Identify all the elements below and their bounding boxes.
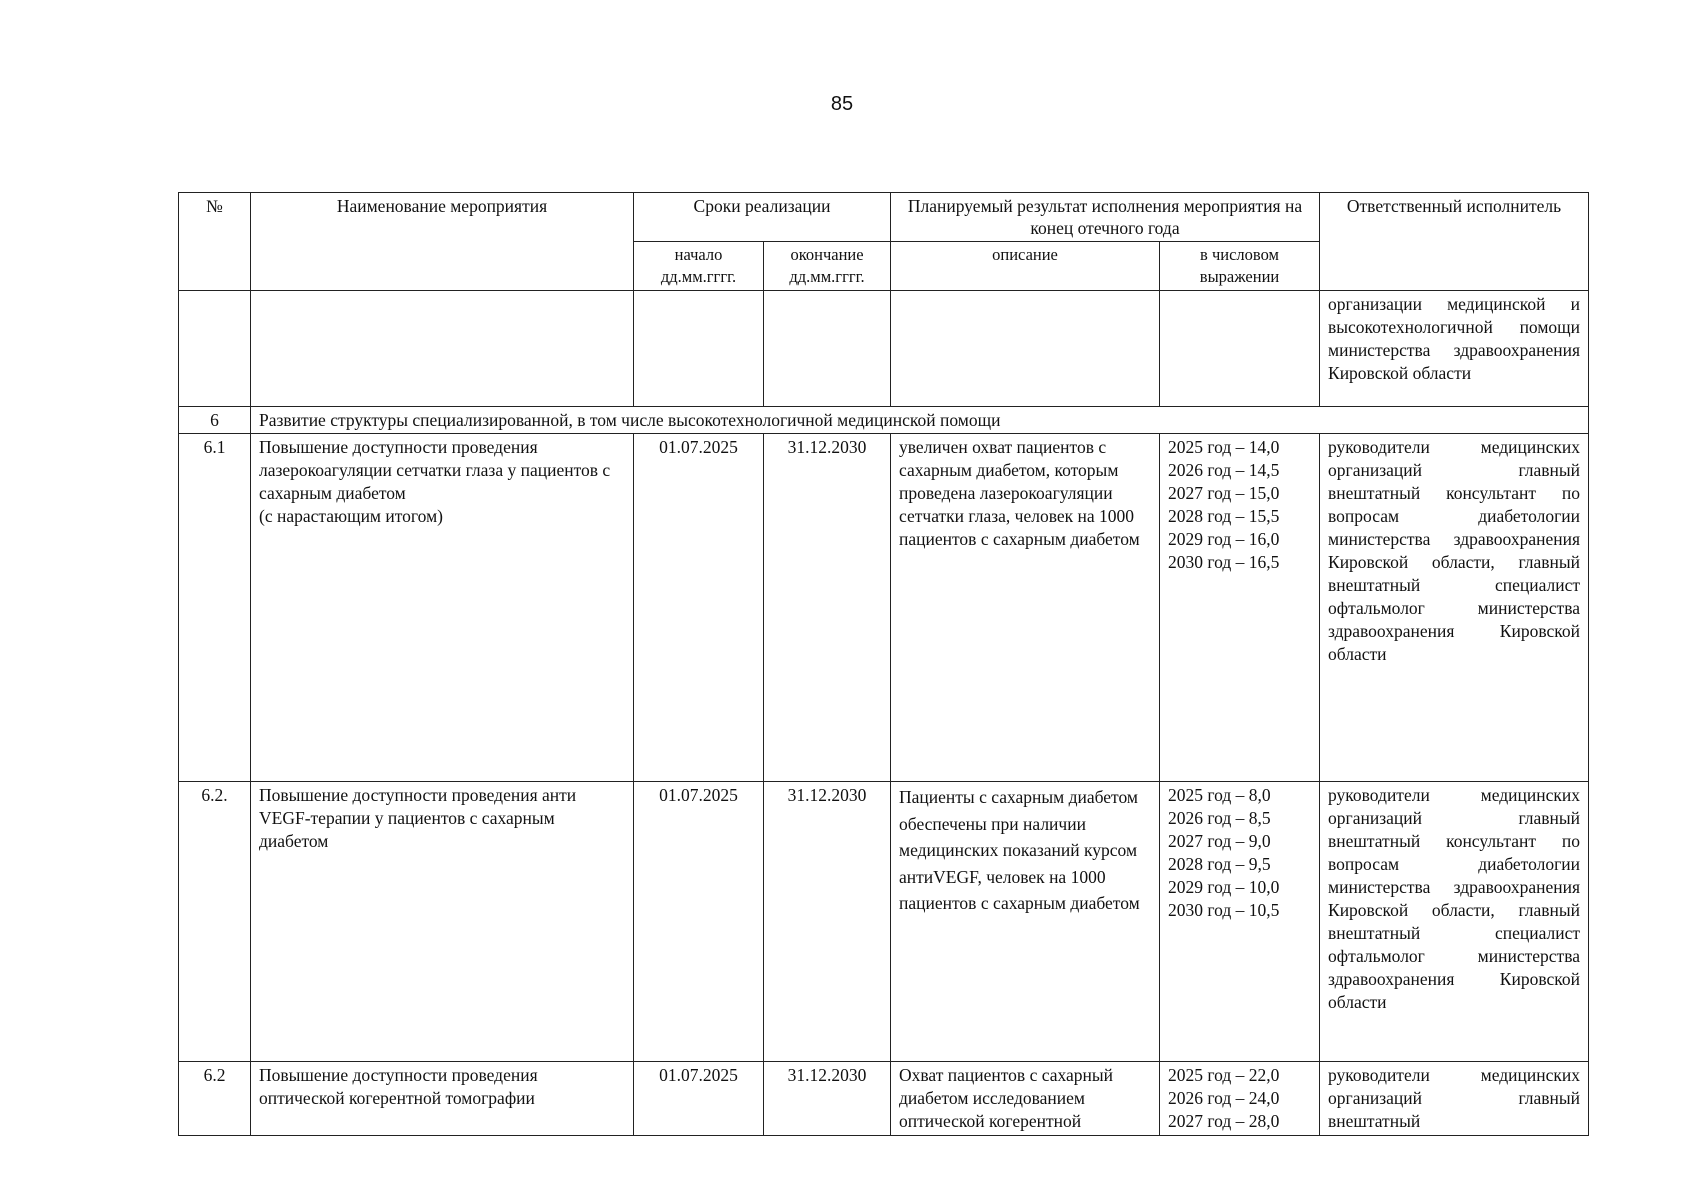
header-end: окончание дд.мм.гггг. (764, 242, 891, 291)
header-num: № (179, 193, 251, 291)
value-line: 2025 год – 22,0 (1168, 1065, 1280, 1085)
cont-values (1160, 291, 1320, 407)
value-line: 2029 год – 10,0 (1168, 877, 1280, 897)
header-description: описание (891, 242, 1160, 291)
action-plan-table (178, 192, 1589, 1136)
row-num: 6.2. (179, 782, 251, 1062)
value-line: 2030 год – 10,5 (1168, 900, 1280, 920)
header-row (179, 193, 1589, 242)
row-end-date: 31.12.2030 (764, 782, 891, 1062)
row-end-date: 31.12.2030 (764, 434, 891, 782)
header-start: начало дд.мм.гггг. (634, 242, 764, 291)
table-row (179, 782, 1589, 1062)
cont-name (251, 291, 634, 407)
header-numeric: в числовом выражении (1160, 242, 1320, 291)
value-line: 2025 год – 14,0 (1168, 437, 1280, 457)
value-line: 2025 год – 8,0 (1168, 785, 1271, 805)
header-result: Планируемый результат исполнения мероприятия на конец отечного года (891, 193, 1320, 242)
header-responsible: Ответственный исполнитель (1320, 193, 1589, 291)
header-name: Наименование мероприятия (251, 193, 634, 291)
section-title: Развитие структуры специализированной, в том числе высокотехнологичной медицинской помощи (251, 407, 1589, 434)
row-description: увеличен охват пациентов с сахарным диабетом, которым проведена лазерокоагуляции сетчатки глаза, человек на 1000 пациентов с сахарным диабетом (891, 434, 1160, 782)
value-line: 2026 год – 14,5 (1168, 460, 1280, 480)
cont-description (891, 291, 1160, 407)
value-line: 2029 год – 16,0 (1168, 529, 1280, 549)
value-line: 2028 год – 9,5 (1168, 854, 1271, 874)
header-period: Сроки реализации (634, 193, 891, 242)
row-responsible: руководители медицинских организаций главный внештатный (1320, 1062, 1589, 1136)
value-line: 2030 год – 16,5 (1168, 552, 1280, 572)
section-row (179, 407, 1589, 434)
row-num: 6.2 (179, 1062, 251, 1136)
row-name: Повышение доступности проведения лазерокоагуляции сетчатки глаза у пациентов с сахарным диабетом (с нарастающим итогом) (251, 434, 634, 782)
row-start-date: 01.07.2025 (634, 782, 764, 1062)
section-num: 6 (179, 407, 251, 434)
value-line: 2027 год – 9,0 (1168, 831, 1271, 851)
row-values (1160, 1062, 1320, 1136)
table-row (179, 1062, 1589, 1136)
cont-responsible: организации медицинской и высокотехнологичной помощи министерства здравоохранения Кировской области (1320, 291, 1589, 407)
continuation-row (179, 291, 1589, 407)
row-values (1160, 434, 1320, 782)
row-end-date: 31.12.2030 (764, 1062, 891, 1136)
value-line: 2028 год – 15,5 (1168, 506, 1280, 526)
page-number: 85 (830, 93, 854, 115)
row-responsible: руководители медицинских организаций главный внештатный консультант по вопросам диабетологии министерства здравоохранения Кировской области, главный внештатный специалист офтальмолог министерства здравоохранения Кировской области (1320, 782, 1589, 1062)
cont-start (634, 291, 764, 407)
row-description: Охват пациентов с сахарный диабетом исследованием оптической когерентной (891, 1062, 1160, 1136)
row-start-date: 01.07.2025 (634, 1062, 764, 1136)
row-name: Повышение доступности проведения анти VEGF-терапии у пациентов с сахарным диабетом (251, 782, 634, 1062)
value-line: 2027 год – 28,0 (1168, 1111, 1280, 1131)
value-line: 2027 год – 15,0 (1168, 483, 1280, 503)
row-start-date: 01.07.2025 (634, 434, 764, 782)
row-responsible: руководители медицинских организаций главный внештатный консультант по вопросам диабетологии министерства здравоохранения Кировской области, главный внештатный специалист офтальмолог министерства здравоохранения Кировской области (1320, 434, 1589, 782)
value-line: 2026 год – 8,5 (1168, 808, 1271, 828)
value-line: 2026 год – 24,0 (1168, 1088, 1280, 1108)
row-description: Пациенты с сахарным диабетом обеспечены при наличии медицинских показаний курсом антиVEGF, человек на 1000 пациентов с сахарным диабетом (891, 782, 1160, 1062)
table-row (179, 434, 1589, 782)
row-name: Повышение доступности проведения оптической когерентной томографии (251, 1062, 634, 1136)
row-num: 6.1 (179, 434, 251, 782)
cont-num (179, 291, 251, 407)
cont-end (764, 291, 891, 407)
row-values (1160, 782, 1320, 1062)
